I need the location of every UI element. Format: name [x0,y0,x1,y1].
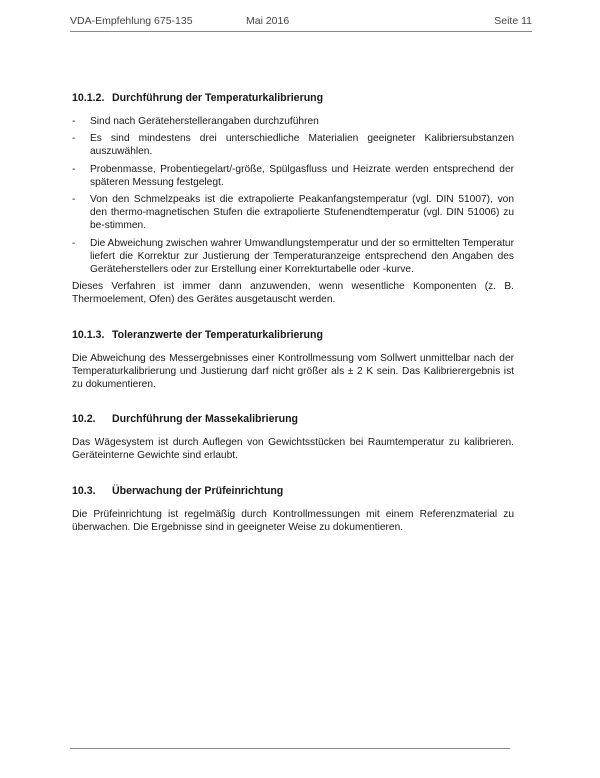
section-paragraph: Die Prüfeinrichtung ist regelmäßig durch Kontrollmessungen mit einem Referenzmaterial zu überwachen. Die Ergebnisse sind in geeigneter Weise zu dokumentieren. [72,508,514,533]
section-paragraph: Die Abweichung des Messergebnisses einer Kontrollmessung vom Sollwert unmittelbar nach der Temperaturkalibrierung und Justierung darf nicht größer als ± 2 K sein. Das Kalibrierergebnis ist zu dokumentieren. [72,352,514,391]
footer-rule [70,748,510,749]
list-item-text: Die Abweichung zwischen wahrer Umwandlungstemperatur und der so ermittelten Temperatur liefert die Korrektur zur Justierung der Temperaturanzeige entsprechend den Angaben des Geräteherstellers oder zur Erstellung einer Korrekturtabelle oder -kurve. [90,237,514,276]
section-heading [72,413,514,426]
list-item [72,115,514,128]
list-item-text: Probenmasse, Probentiegelart/-größe, Spülgasfluss und Heizrate werden entsprechend der späteren Messung festgelegt. [90,163,514,188]
dash-marker: - [72,116,76,127]
dash-list [72,115,514,276]
section-10-2 [72,413,514,462]
section-paragraph: Das Wägesystem ist durch Auflegen von Gewichtsstücken bei Raumtemperatur zu kalibrieren. Geräteinterne Gewichte sind erlaubt. [72,437,514,462]
section-10-1-3 [72,329,514,392]
list-item-text: Es sind mindestens drei unterschiedliche Materialien geeigneter Kalibriersubstanzen auszuwählen. [90,133,514,158]
list-item-text: Sind nach Geräteherstellerangaben durchzuführen [90,116,319,127]
dash-marker: - [72,133,76,145]
section-title: Durchführung der Massekalibrierung [112,413,299,426]
section-heading [72,92,514,105]
section-paragraph: Dieses Verfahren ist immer dann anzuwenden, wenn wesentliche Komponenten (z. B. Thermoelement, Ofen) des Gerätes ausgetauscht werden. [72,281,514,306]
dash-marker: - [72,194,76,206]
page-content [72,92,514,534]
section-heading [72,329,514,342]
section-title: Durchführung der Temperaturkalibrierung [112,92,324,104]
dash-marker: - [72,237,76,249]
section-number: 10.1.3. [72,328,105,341]
list-item [72,163,514,189]
section-number: 10.1.2. [72,92,105,104]
section-number: 10.3. [72,484,96,497]
header-page-number: Seite 11 [494,15,532,27]
header-date: Mai 2016 [246,15,290,27]
page-header [70,15,532,32]
section-title: Überwachung der Prüfeinrichtung [112,484,284,497]
section-heading [72,485,514,498]
section-10-1-2 [72,92,514,307]
list-item [72,193,514,233]
section-10-3 [72,485,514,534]
list-item [72,237,514,277]
header-document-id: VDA-Empfehlung 675-135 [70,15,193,27]
list-item-text: Von den Schmelzpeaks ist die extrapolierte Peakanfangstemperatur (vgl. DIN 51007), von den thermo-magnetischen Stufen die extrapolierte Stufenendtemperatur (vgl. DIN 51006) zu be-stimmen. [90,194,514,232]
section-number: 10.2. [72,413,96,426]
dash-marker: - [72,163,76,175]
list-item [72,132,514,158]
section-title: Toleranzwerte der Temperaturkalibrierung [112,328,323,341]
